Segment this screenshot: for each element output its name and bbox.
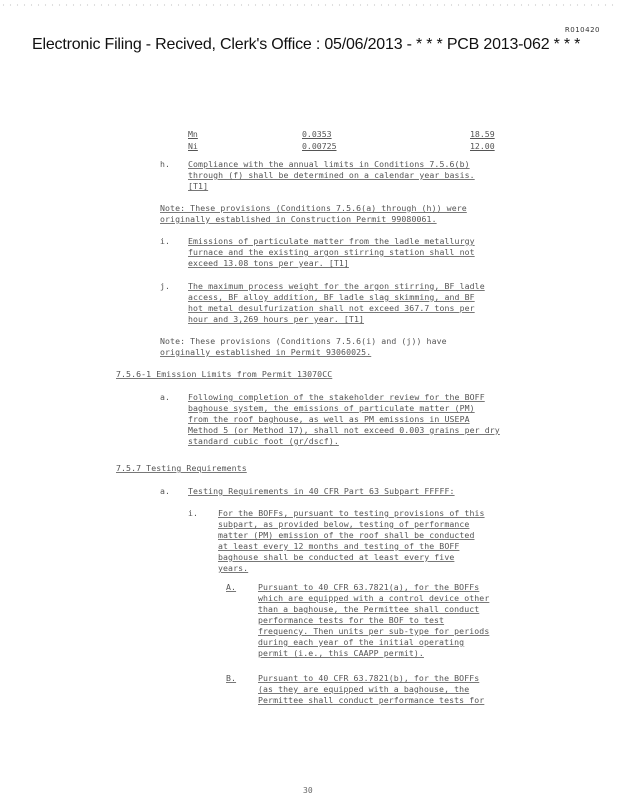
paragraph-line: The maximum process weight for the argon stirring, BF ladle — [188, 281, 485, 291]
paragraph-line: subpart, as provided below, testing of performance — [218, 519, 470, 529]
paragraph-line: permit (i.e., this CAAPP permit). — [258, 648, 424, 658]
item-marker: h. — [160, 159, 171, 169]
item-marker: B. — [226, 673, 237, 683]
paragraph-line: Pursuant to 40 CFR 63.7821(b), for the BOFFs — [258, 673, 480, 683]
paragraph-line: hour and 3,269 hours per year. [T1] — [188, 314, 365, 324]
paragraph-line: Emissions of particulate matter from the ladle metallurgy — [188, 236, 475, 246]
paragraph-line: through (f) shall be determined on a calendar year basis. — [188, 170, 475, 180]
paragraph-line: Method 5 (or Method 17), shall not exceed 0.003 grains per dry — [188, 425, 500, 435]
paragraph-line: performance tests for the BOF to test — [258, 615, 445, 625]
paragraph-line: from the roof baghouse, as well as PM emissions in USEPA — [188, 414, 470, 424]
item-marker: i. — [188, 508, 199, 518]
paragraph-line: frequency. Then units per sub-type for periods — [258, 626, 490, 636]
row-label: Mn — [188, 129, 198, 139]
paragraph-line: (as they are equipped with a baghouse, the — [258, 684, 470, 694]
paragraph-line: Pursuant to 40 CFR 63.7821(a), for the BOFFs — [258, 582, 480, 592]
row-value-2: 12.00 — [470, 141, 495, 151]
note-line: Note: These provisions (Conditions 7.5.6(a) through (h)) were — [160, 203, 467, 213]
row-value-1: 0.00725 — [302, 141, 337, 151]
paragraph-line: Testing Requirements in 40 CFR Part 63 Subpart FFFFF: — [188, 486, 455, 496]
paragraph-line: standard cubic foot (gr/dscf). — [188, 436, 339, 446]
document-id: R010420 — [564, 26, 600, 34]
paragraph-line: hot metal desulfurization shall not exceed 367.7 tons per — [188, 303, 475, 313]
paragraph-line: than a baghouse, the Permittee shall conduct — [258, 604, 480, 614]
section-heading: 7.5.7 Testing Requirements — [116, 463, 247, 473]
paragraph-line: during each year of the initial operating — [258, 637, 465, 647]
page-number: 30 — [303, 786, 313, 795]
item-marker: a. — [160, 486, 171, 496]
paragraph-line: baghouse system, the emissions of particulate matter (PM) — [188, 403, 475, 413]
paragraph-line: Compliance with the annual limits in Conditions 7.5.6(b) — [188, 159, 470, 169]
row-label: Ni — [188, 141, 198, 151]
paragraph-line: access, BF alloy addition, BF ladle slag skimming, and BF — [188, 292, 475, 302]
paragraph-line: exceed 13.08 tons per year. [T1] — [188, 258, 349, 268]
note-line: Note: These provisions (Conditions 7.5.6(i) and (j)) have — [160, 336, 447, 346]
paragraph-line: baghouse shall be conducted at least every five — [218, 552, 455, 562]
filing-header: Electronic Filing - Recived, Clerk's Office : 05/06/2013 - * * * PCB 2013-062 * * * — [32, 36, 581, 53]
scan-dot-border — [0, 4, 618, 6]
item-marker: A. — [226, 582, 237, 592]
paragraph-line: For the BOFFs, pursuant to testing provisions of this — [218, 508, 485, 518]
paragraph-line: matter (PM) emission of the roof shall be conducted — [218, 530, 475, 540]
note-line: originally established in Construction Permit 99080061. — [160, 214, 437, 224]
item-marker: a. — [160, 392, 171, 402]
item-marker: i. — [160, 236, 171, 246]
item-marker: j. — [160, 281, 171, 291]
paragraph-line: [T1] — [188, 181, 209, 191]
paragraph-line: at least every 12 months and testing of the BOFF — [218, 541, 460, 551]
paragraph-line: Following completion of the stakeholder review for the BOFF — [188, 392, 485, 402]
row-value-1: 0.0353 — [302, 129, 332, 139]
paragraph-line: furnace and the existing argon stirring station shall not — [188, 247, 475, 257]
paragraph-line: Permittee shall conduct performance tests for — [258, 695, 485, 705]
section-heading: 7.5.6-1 Emission Limits from Permit 13070CC — [116, 369, 333, 379]
paragraph-line: which are equipped with a control device other — [258, 593, 490, 603]
note-line: originally established in Permit 93060025. — [160, 347, 372, 357]
row-value-2: 18.59 — [470, 129, 495, 139]
paragraph-line: years. — [218, 563, 249, 573]
